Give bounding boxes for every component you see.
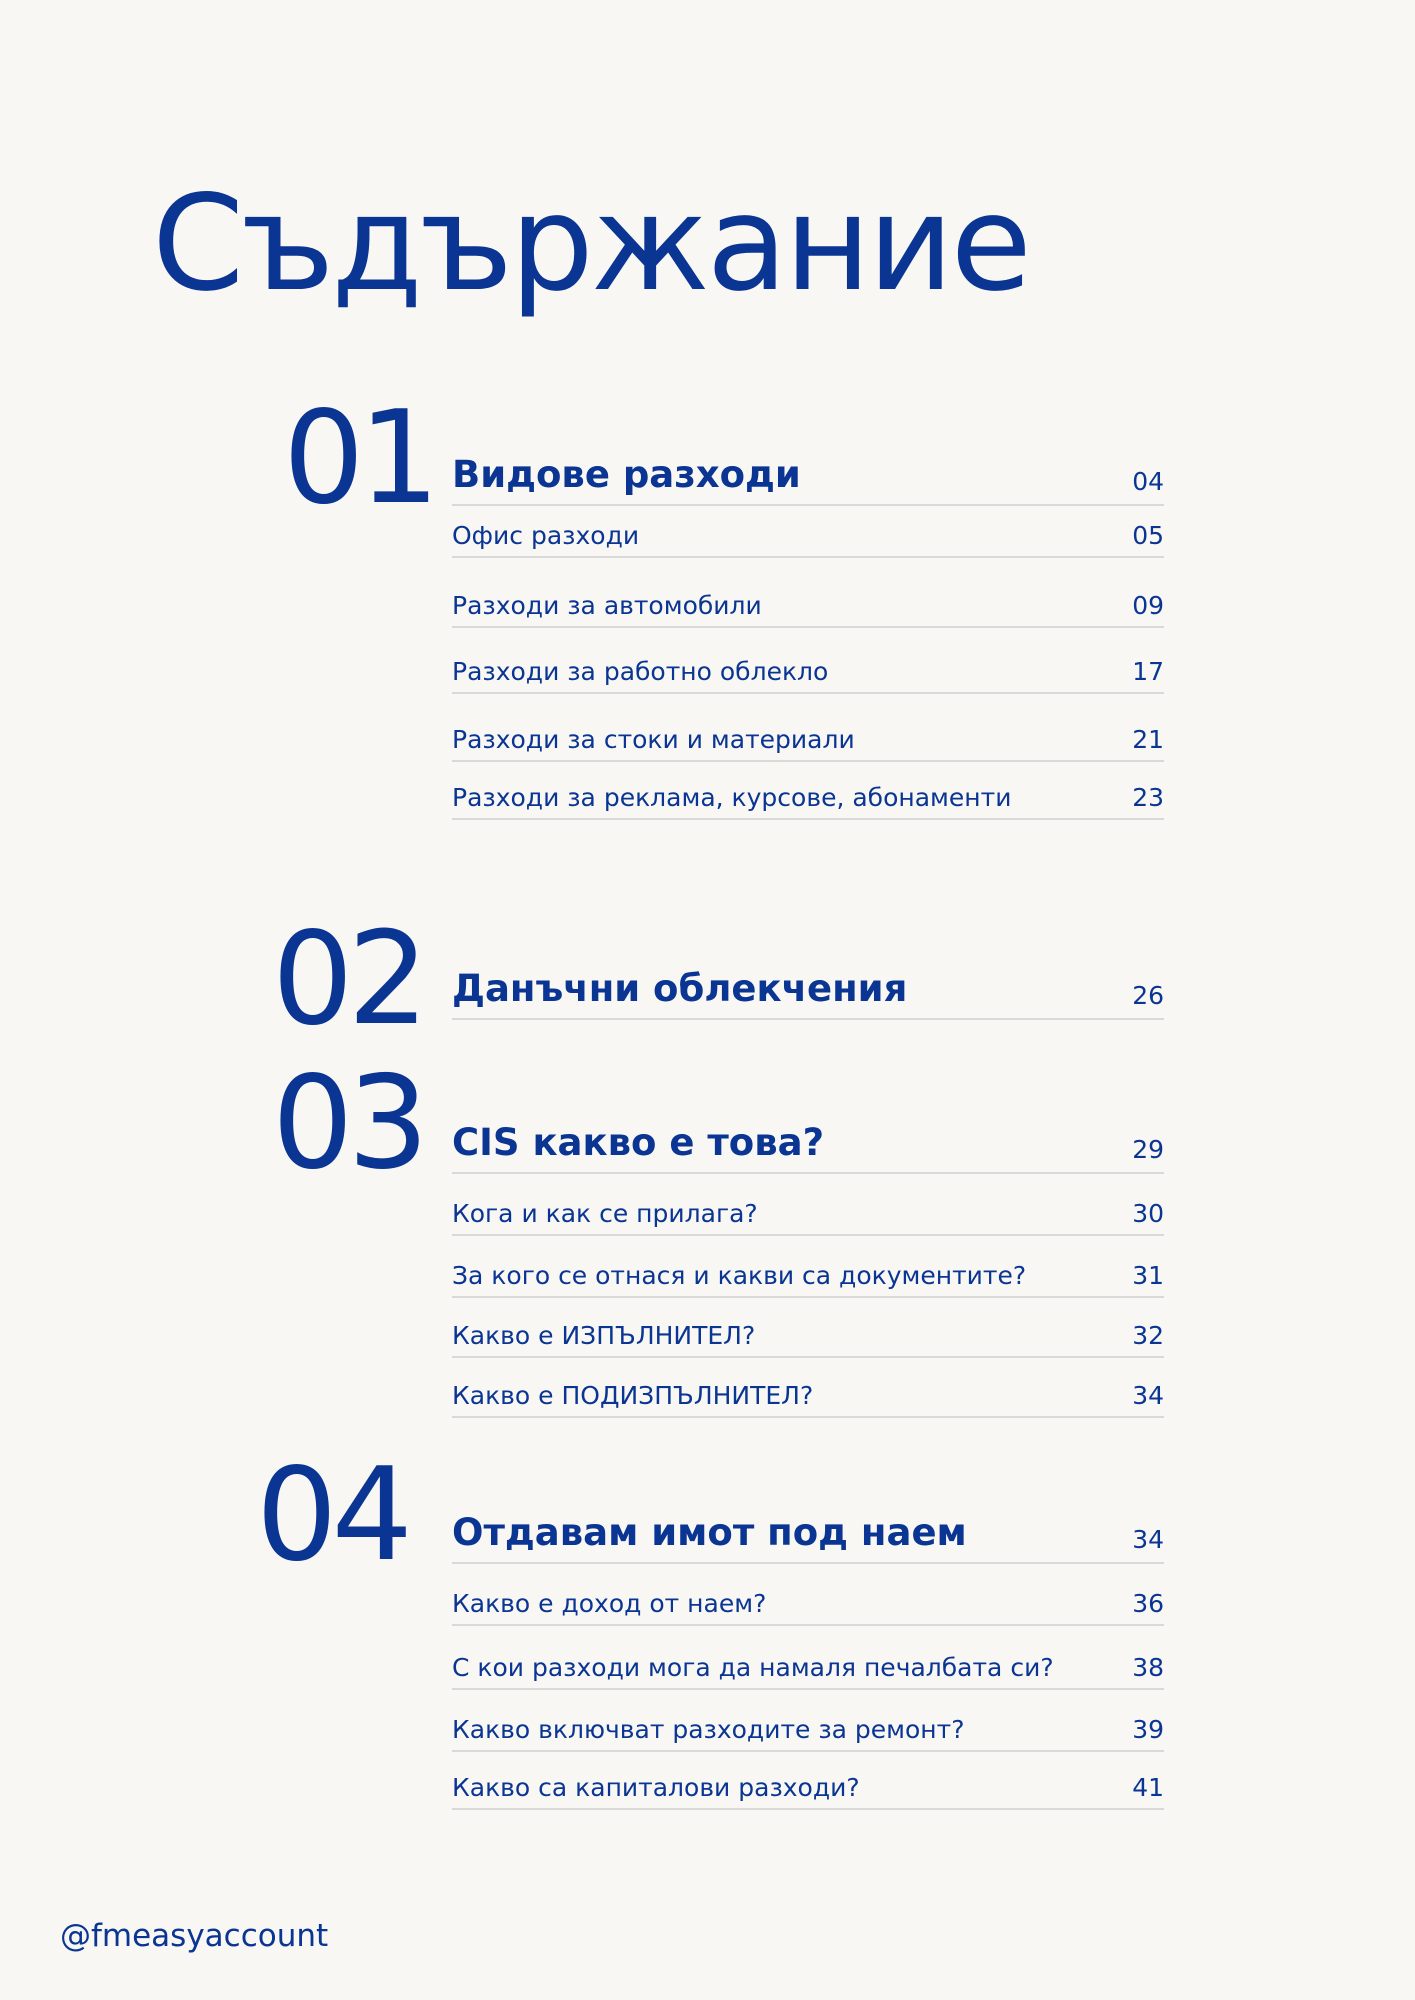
toc-page-number: 17 xyxy=(1132,657,1164,686)
toc-page-number: 36 xyxy=(1132,1589,1164,1618)
toc-row[interactable] xyxy=(452,1364,1164,1418)
toc-item-label: Разходи за автомобили xyxy=(452,591,762,620)
toc-item-label: Офис разходи xyxy=(452,521,640,550)
toc-item-label: Какво е ПОДИЗПЪЛНИТЕЛ? xyxy=(452,1381,814,1410)
toc-item-label: С кои разходи мога да намаля печалбата си? xyxy=(452,1653,1054,1682)
footer-handle: @fmeasyaccount xyxy=(60,1918,329,1954)
toc-page-number: 26 xyxy=(1132,981,1164,1010)
section-number-04: 04 xyxy=(256,1441,407,1590)
toc-row[interactable] xyxy=(452,1696,1164,1752)
toc-heading-label: CIS какво е това? xyxy=(452,1121,825,1164)
toc-item-label: Какво е ИЗПЪЛНИТЕЛ? xyxy=(452,1321,756,1350)
toc-page-number: 04 xyxy=(1132,467,1164,496)
toc-heading-label: Отдавам имот под наем xyxy=(452,1511,967,1554)
toc-page-number: 41 xyxy=(1132,1773,1164,1802)
section-number-02: 02 xyxy=(272,905,423,1054)
toc-row[interactable] xyxy=(452,572,1164,628)
section-number-03: 03 xyxy=(272,1049,423,1198)
toc-row-heading[interactable] xyxy=(452,958,1164,1020)
toc-page-number: 31 xyxy=(1132,1261,1164,1290)
page-title: Съдържание xyxy=(152,167,1029,321)
toc-row[interactable] xyxy=(452,638,1164,694)
toc-page-number: 34 xyxy=(1132,1381,1164,1410)
toc-row[interactable] xyxy=(452,1756,1164,1810)
toc-item-label: Разходи за стоки и материали xyxy=(452,725,855,754)
toc-heading-label: Видове разходи xyxy=(452,453,801,496)
toc-page-number: 32 xyxy=(1132,1321,1164,1350)
toc-row[interactable] xyxy=(452,706,1164,762)
toc-page-number: 38 xyxy=(1132,1653,1164,1682)
toc-item-label: Какво включват разходите за ремонт? xyxy=(452,1715,965,1744)
toc-row[interactable] xyxy=(452,1572,1164,1626)
toc-page-number: 23 xyxy=(1132,783,1164,812)
toc-page-number: 39 xyxy=(1132,1715,1164,1744)
toc-item-label: Кога и как се прилага? xyxy=(452,1199,758,1228)
toc-item-label: Разходи за реклама, курсове, абонаменти xyxy=(452,783,1012,812)
toc-page-number: 29 xyxy=(1132,1135,1164,1164)
toc-heading-label: Данъчни облекчения xyxy=(452,967,908,1010)
toc-row[interactable] xyxy=(452,772,1164,820)
toc-page-number: 21 xyxy=(1132,725,1164,754)
toc-item-label: Какво е доход от наем? xyxy=(452,1589,767,1618)
toc-item-label: За кого се отнася и какви са документите? xyxy=(452,1261,1027,1290)
toc-page-number: 05 xyxy=(1132,521,1164,550)
toc-page-number: 09 xyxy=(1132,591,1164,620)
toc-row-heading[interactable] xyxy=(452,448,1164,506)
toc-row-heading[interactable] xyxy=(452,1500,1164,1564)
section-number-01: 01 xyxy=(283,384,434,533)
toc-page-number: 34 xyxy=(1132,1525,1164,1554)
toc-row[interactable] xyxy=(452,1304,1164,1358)
toc-page-number: 30 xyxy=(1132,1199,1164,1228)
toc-item-label: Разходи за работно облекло xyxy=(452,657,829,686)
toc-item-label: Какво са капиталови разходи? xyxy=(452,1773,860,1802)
toc-row[interactable] xyxy=(452,1634,1164,1690)
toc-row-heading[interactable] xyxy=(452,1108,1164,1174)
toc-row[interactable] xyxy=(452,1244,1164,1298)
toc-row[interactable] xyxy=(452,516,1164,558)
toc-row[interactable] xyxy=(452,1182,1164,1236)
